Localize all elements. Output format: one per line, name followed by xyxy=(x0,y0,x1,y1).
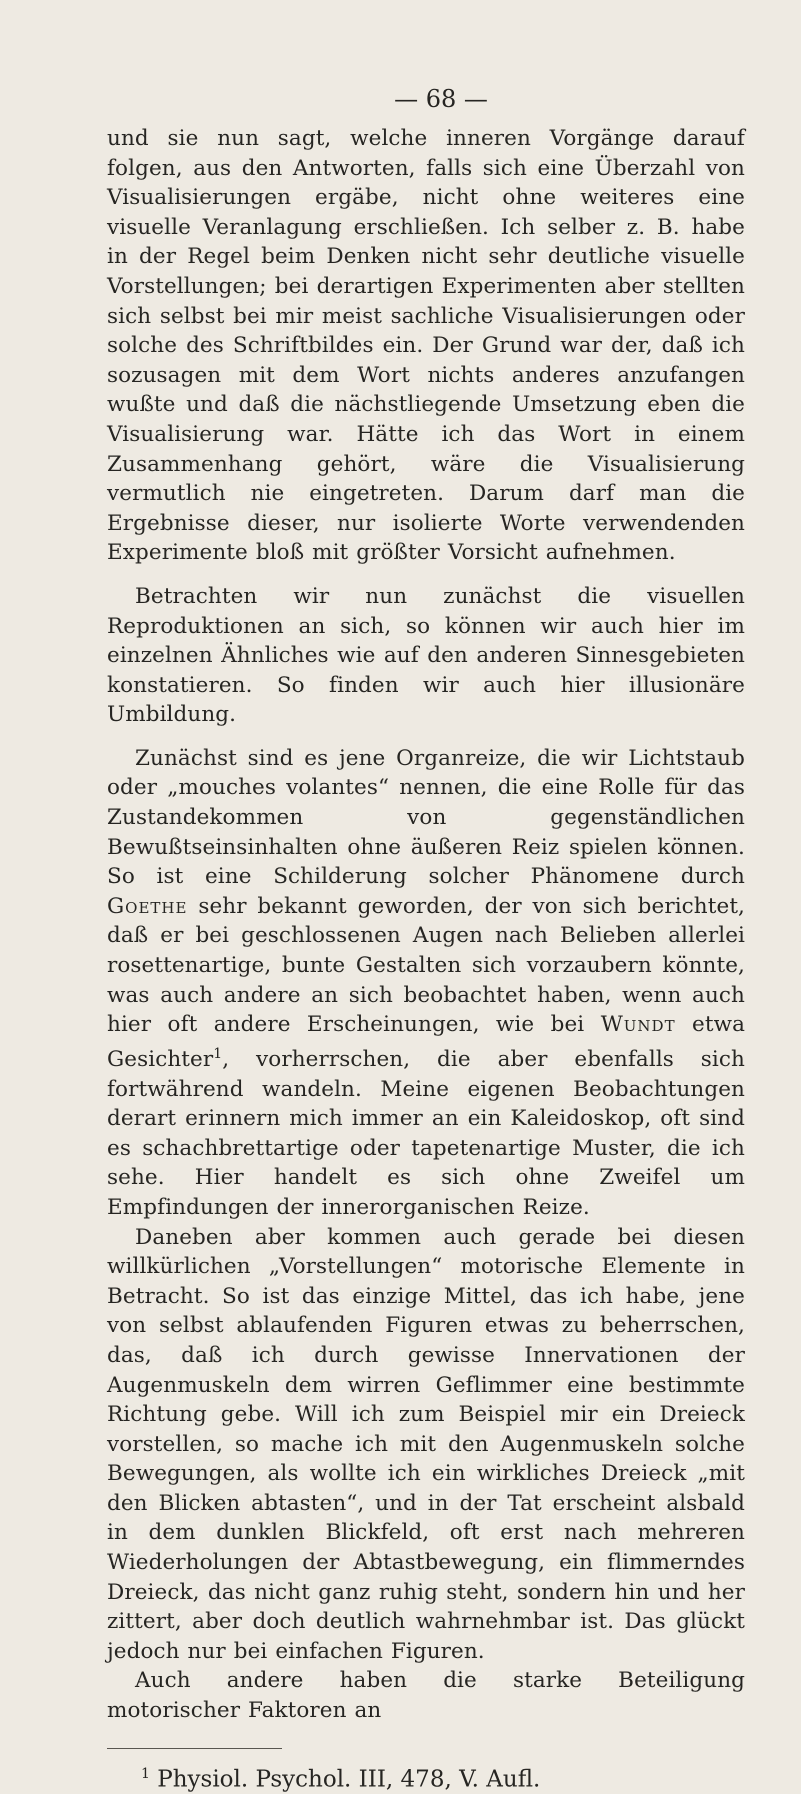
footnote-reference: 1 xyxy=(213,1045,223,1062)
footnote-text: Physiol. Psychol. III, 478, V. Aufl. xyxy=(157,1766,541,1793)
footnote-divider xyxy=(107,1748,282,1749)
paragraph-1: und sie nun sagt, welche inneren Vorgänge darauf folgen, aus den Antworten, falls sich eine Überzahl von Visualisierungen ergäbe, nicht ohne weiteres eine visuelle Veranlagung erschließen. Ich selber z. B. habe in der Regel beim Denken nicht sehr deutliche visuelle Vorstellungen; bei derartigen Experimenten aber stellten sich selbst bei mir meist sachliche Visualisierungen oder solche des Schriftbildes ein. Der Grund war der, daß ich sozusagen mit dem Wort nichts anderes anzufangen wußte und daß die nächstliegende Umsetzung eben die Visualisierung war. Hätte ich das Wort in einem Zusammenhang gehört, wäre die Visualisierung vermutlich nie eingetreten. Darum darf man die Ergebnisse dieser, nur isolierte Worte verwendenden Experimente bloß mit größter Vorsicht aufnehmen. xyxy=(107,126,745,566)
paragraph-3 xyxy=(107,744,745,1223)
paragraph-3-text-a: Zunächst sind es jene Organreize, die wir Lichtstaub oder „mouches volantes“ nennen, die eine Rolle für das Zustandekommen von gegenständlichen Bewußtseinsinhalten ohne äußeren Reiz spielen können. So ist eine Schilderung solcher Phänomene durch xyxy=(107,745,745,890)
author-name-goethe: Goethe xyxy=(107,893,188,919)
paragraph-2: Betrachten wir nun zunächst die visuellen Reproduktionen an sich, so können wir auch hier im einzelnen Ähnliches wie auf den anderen Sinnesgebieten konstatieren. So finden wir auch hier illusionäre Umbildung. xyxy=(107,583,745,728)
paragraph-4: Daneben aber kommen auch gerade bei diesen willkürlichen „Vorstellungen“ motorische Elemente in Betracht. So ist das einzige Mittel, das ich habe, jene von selbst ablaufenden Figuren etwas zu beherrschen, das, daß ich durch gewisse Innervationen der Augenmuskeln dem wirren Geflimmer eine bestimmte Richtung gebe. Will ich zum Beispiel mir ein Dreieck vorstellen, so mache ich mit den Augenmuskeln solche Bewegungen, als wollte ich ein wirkliches Dreieck „mit den Blicken abtasten“, und in der Tat erscheint alsbald in dem dunklen Blickfeld, oft erst nach mehreren Wiederholungen der Abtastbewegung, ein flimmerndes Dreieck, das nicht ganz ruhig steht, sondern hin und her zittert, aber doch deutlich wahrnehmbar ist. Das glückt jedoch nur bei einfachen Figuren. xyxy=(107,1224,745,1664)
paragraph-3-text-b: sehr bekannt geworden, der von sich berichtet, daß er bei geschlossenen Augen nach Belieben allerlei rosettenartige, bunte Gestalten sich vorzaubern könnte, was auch andere an sich beobachtet haben, wenn auch hier oft andere Erscheinungen, wie bei xyxy=(107,893,745,1038)
footnote-mark: 1 xyxy=(141,1765,150,1782)
author-name-wundt: Wundt xyxy=(600,1012,676,1038)
paragraph-5: Auch andere haben die starke Beteiligung motorischer Faktoren an xyxy=(107,1668,745,1724)
page-number: — 68 — xyxy=(394,85,488,113)
paragraph-3-text-d: , vorherrschen, die aber ebenfalls sich fortwährend wandeln. Meine eigenen Beobachtungen derart erinnern mich immer an ein Kaleidoskop, oft sind es schachbrettartige oder tapetenartige Muster, die ich sehe. Hier handelt es sich ohne Zweifel um Empfindungen der innerorganischen Reize. xyxy=(107,1046,745,1220)
paragraph-3-text-c: etwa Gesichter xyxy=(107,1012,745,1072)
footnote xyxy=(107,1759,745,1794)
